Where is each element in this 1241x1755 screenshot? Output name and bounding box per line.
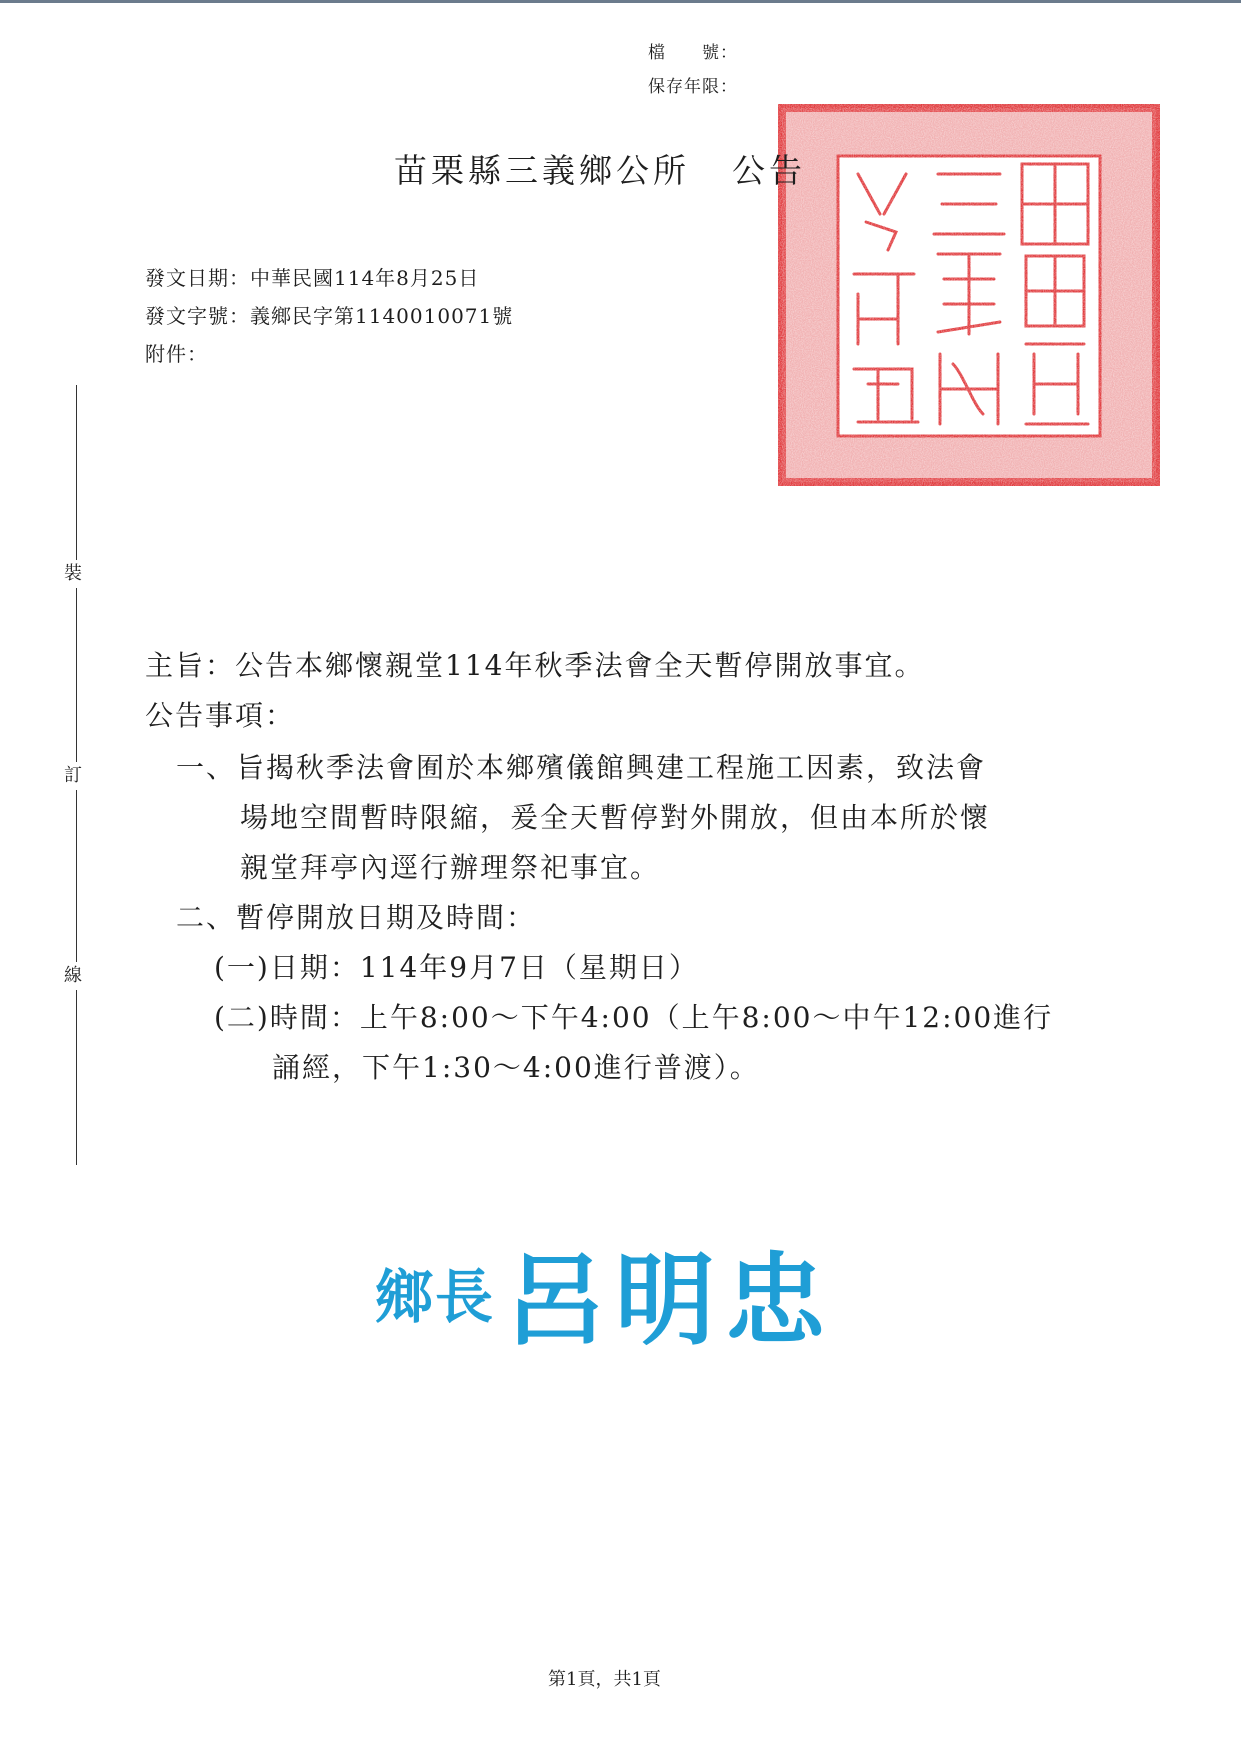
item-one-line-3: 親堂拜亭內逕行辦理祭祀事宜。 <box>240 851 661 884</box>
retention-period-label: 保存年限： <box>648 77 738 97</box>
mayor-signature-stamp <box>375 1220 835 1364</box>
item-one-line-2: 場地空間暫時限縮，爰全天暫停對外開放，但由本所於懷 <box>240 801 991 834</box>
scan-top-edge <box>0 0 1241 3</box>
document-title <box>394 145 806 192</box>
official-seal <box>778 104 1160 486</box>
file-number-label: 檔 號： <box>648 43 738 63</box>
item-two-time-line-2: 誦經，下午1:30～4:00進行普渡）。 <box>272 1051 760 1084</box>
attachment-label: 附件： <box>145 342 208 366</box>
item-one-line-1: 一、旨揭秋季法會囿於本鄉殯儀館興建工程施工因素，致法會 <box>176 751 987 784</box>
signature-name: 呂明忠 <box>505 1242 836 1359</box>
document-type: 公告 <box>732 151 806 190</box>
subject-line: 主旨：公告本鄉懷親堂114年秋季法會全天暫停開放事宜。 <box>145 649 925 682</box>
document-number: 發文字號：義鄉民字第1140010071號 <box>145 304 514 328</box>
item-two-heading: 二、暫停開放日期及時間： <box>176 901 537 934</box>
signature-title: 鄉長 <box>375 1263 496 1331</box>
agency-name: 苗栗縣三義鄉公所 <box>394 151 690 190</box>
item-two-date: (一)日期：114年9月7日（星期日） <box>214 951 699 984</box>
page-number: 第1頁，共1頁 <box>548 1669 661 1690</box>
item-two-time-line-1: (二)時間：上午8:00～下午4:00（上午8:00～中午12:00進行 <box>214 1001 1054 1034</box>
binding-char-ding: 訂 <box>64 762 82 790</box>
issue-date: 發文日期：中華民國114年8月25日 <box>145 266 480 290</box>
binding-char-zhuang: 裝 <box>64 560 82 588</box>
items-heading: 公告事項： <box>145 699 296 732</box>
binding-char-xian: 線 <box>64 962 82 990</box>
